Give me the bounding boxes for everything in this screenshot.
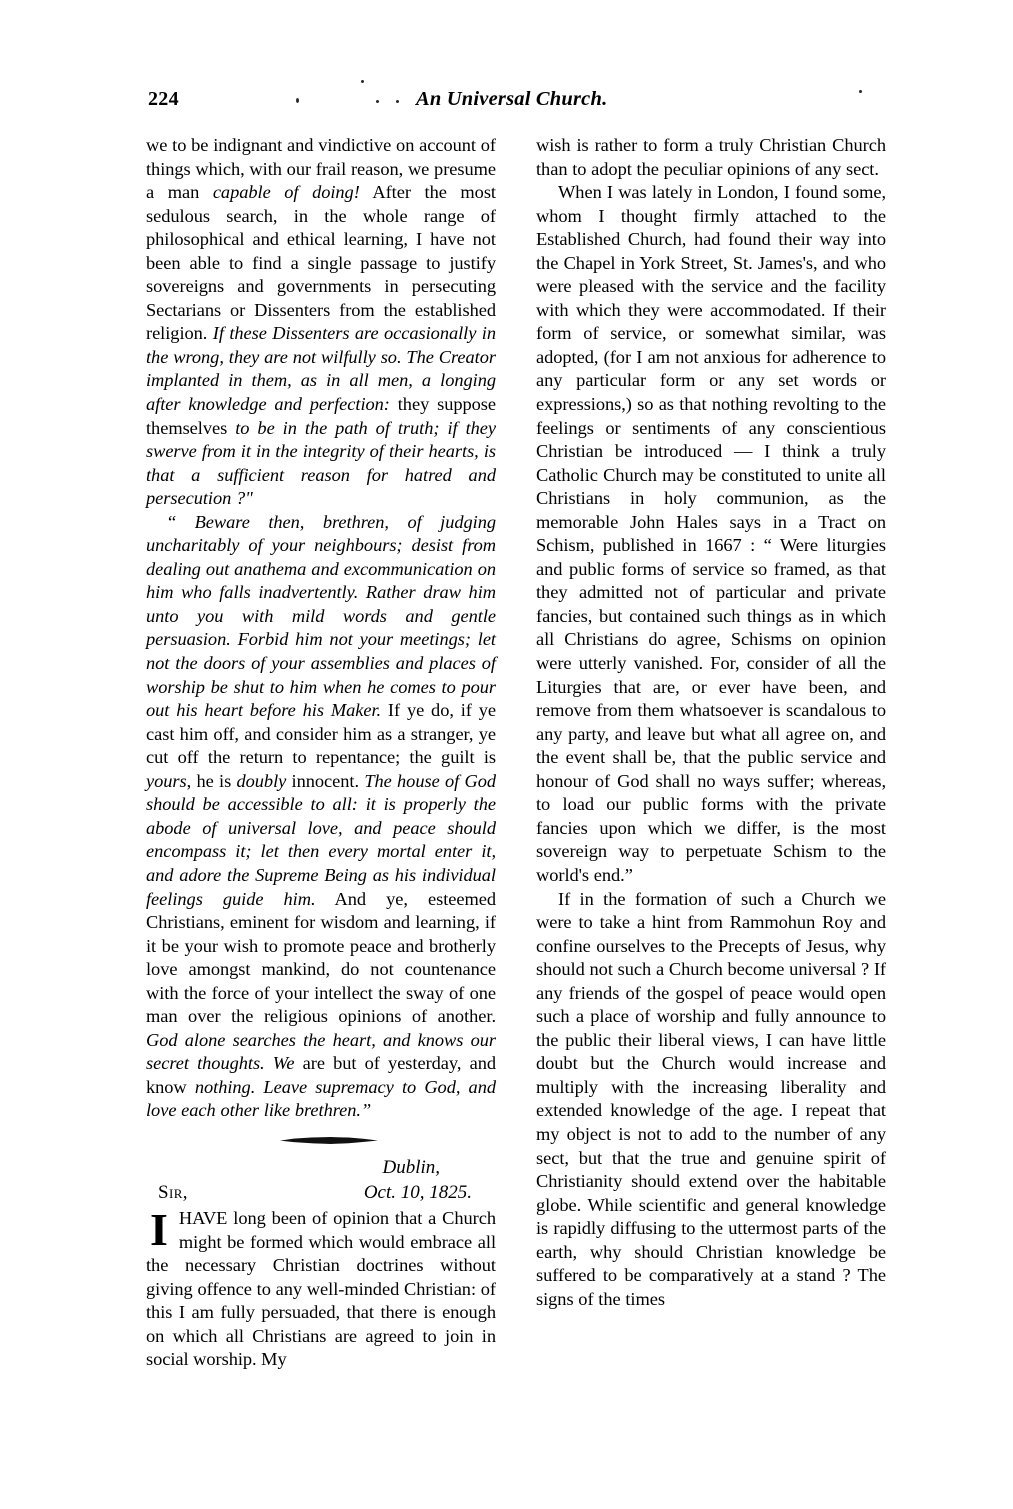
page-folio-number: 224 xyxy=(148,88,179,110)
running-title: An Universal Church. xyxy=(416,88,608,110)
two-column-body xyxy=(146,134,886,1454)
running-head xyxy=(148,88,868,114)
dateline-date: Oct. 10, 1825. xyxy=(363,1181,472,1203)
scan-speck xyxy=(361,80,364,83)
letter-opening-text: HAVE long been of opinion that a Church might be formed which would embrace all the necessary Christian doctrines without giving offence to any well-minded Christian: of this I am fully persuaded, that there is enough on which all Christians are agreed to join in social worship. My xyxy=(146,1207,496,1370)
paragraph-continuation: wish is rather to form a truly Christian Church than to adopt the peculiar opinions of any sect. xyxy=(536,135,886,179)
leaf-ornament-icon xyxy=(280,1137,378,1144)
letter-dateline xyxy=(146,1157,496,1207)
paragraph-quotation: “ Beware then, brethren, of judging uncharitably of your neighbours; desist from dealing out anathema and excommunication on him who falls inadvertently. Rather draw him unto you with mild words and gentle persuasion. Forbid him not your meetings; let not the doors of your assemblies and places of worship be shut to him when he comes to pour out his heart before his Maker. If ye do, if ye cast him off, and consider him as a stranger, ye cut off the return to repentance; the guilt is yours, he is doubly innocent. The house of God should be accessible to all: it is properly the abode of universal love, and peace should encompass it; let then every mortal enter it, and adore the Supreme Being as his individual feelings guide him. And ye, esteemed Christians, eminent for wisdom and learning, if it be your wish to promote peace and brotherly love amongst mankind, do not countenance with the force of your intellect the sway of one man over the religious opinions of another. God alone searches the heart, and knows our secret thoughts. We are but of yesterday, and know nothing. Leave supremacy to God, and love each other like brethren.” xyxy=(146,511,497,1121)
letter-opening-paragraph xyxy=(146,1203,496,1372)
paragraph-continuation: we to be indignant and vindictive on account of things which, with our frail reason, we presume a man capable of doing! After the most sedulous search, in the whole range of philosophical and ethical learning, I have not been able to find a single passage to justify sovereigns and governments in persecuting Sectarians or Dissenters from the established religion. If these Dissenters are occasionally in the wrong, they are not wilfully so. The Creator implanted in them, as in all men, a longing after knowledge and perfection: they suppose themselves to be in the path of truth; if they swerve from it in the integrity of their hearts, is that a sufficient reason for hatred and persecution ?" xyxy=(146,135,496,509)
letter-salutation: Sir, xyxy=(158,1181,188,1203)
scan-speck xyxy=(296,98,299,103)
ornament-divider-wrap xyxy=(146,1123,496,1157)
scan-speck xyxy=(376,100,379,103)
left-column xyxy=(146,134,496,1454)
paragraph-london-visit: When I was lately in London, I found some, whom I thought firmly attached to the Established Church, had found their way into the Chapel in York Street, St. James's, and who were pleased with the service and the facility with which they were accommodated. If their form of service, or somewhat similar, was adopted, (for I am not anxious for adherence to any particular form or any set words or expressions,) so as that nothing revolting to the feelings or sentiments of any conscientious Christian be introduced — I think a truly Catholic Church may be constituted to unite all Christians in holy communion, as the memorable John Hales says in a Tract on Schism, published in 1667 : “ Were liturgies and public forms of service so framed, as that they admitted not of particular and private fancies, but contained such things as in which all Christians do agree, Schisms on opinion were utterly vanished. For, consider of all the Liturgies that are, or ever have been, and remove from them whatsoever is scandalous to any party, and leave but what all agree on, and the event shall be, that the public service and honour of God shall no ways suffer; whereas, to load our public forms with the private fancies upon which we differ, is the most sovereign way to perpetuate Schism to the world's end.” xyxy=(536,182,886,885)
dateline-place: Dublin, xyxy=(382,1156,440,1178)
right-column xyxy=(536,134,886,1454)
paragraph-universal-church: If in the formation of such a Church we were to take a hint from Rammohun Roy and confine ourselves to the Precepts of Jesus, why should not such a Church become universal ? If any friends of the gospel of peace would open such a place of worship and fully announce to the public their liberal views, I can have little doubt but the Church would increase and multiply with the increasing liberality and extended knowledge of the age. I repeat that my object is not to add to the number of any sect, but that the true and genuine spirit of Christianity should extend over the habitable globe. While scientific and general knowledge is rapidly diffusing to the uttermost parts of the earth, why should Christian knowledge be suffered to be comparatively at a stand ? The signs of the times xyxy=(536,888,886,1309)
scan-speck xyxy=(859,90,862,93)
drop-cap-letter: I xyxy=(150,1203,168,1255)
scan-speck xyxy=(396,100,399,103)
